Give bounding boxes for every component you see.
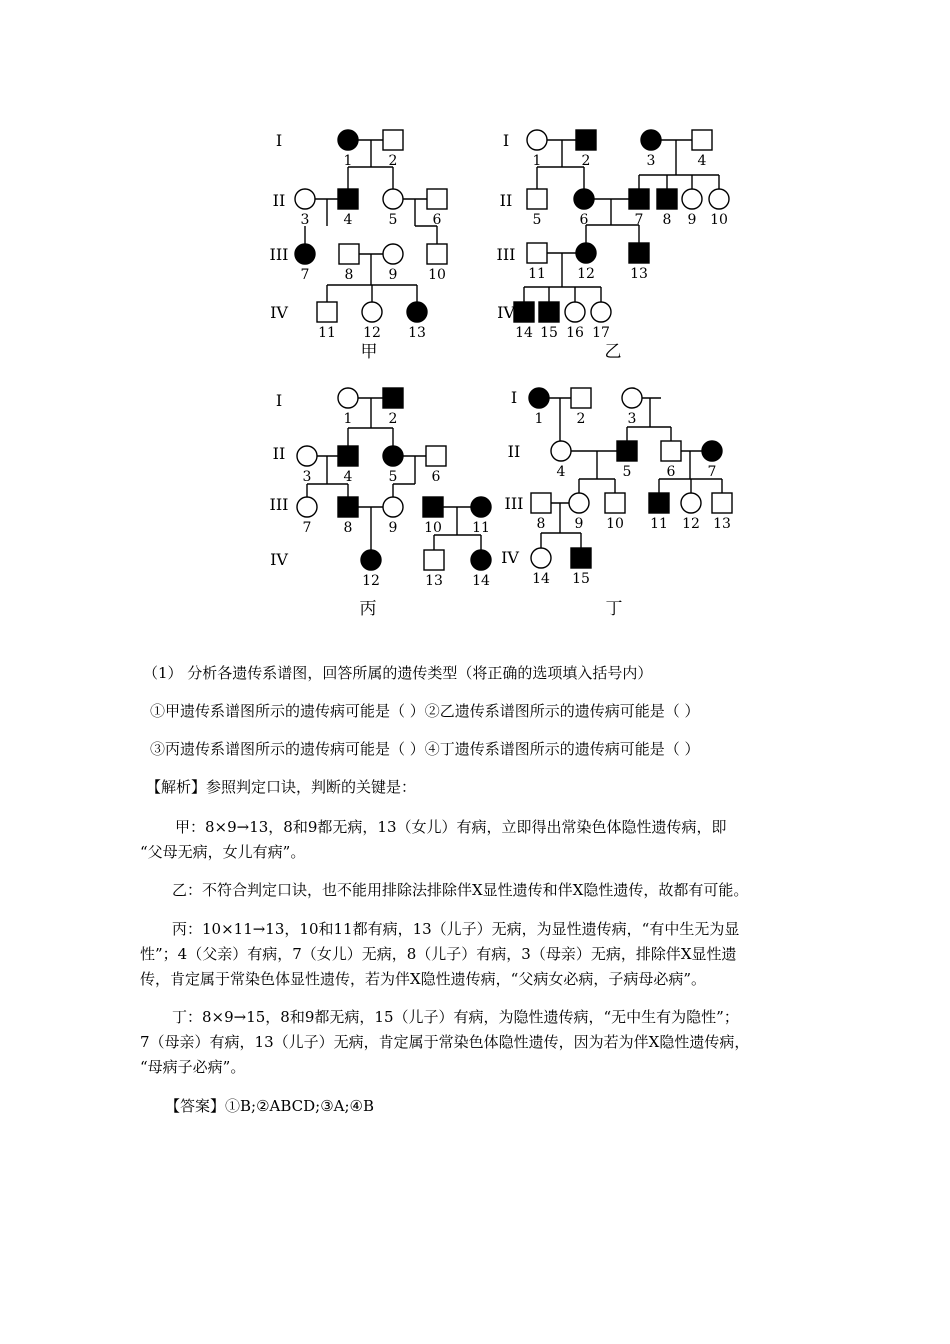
individual-label: 12 — [362, 573, 380, 589]
generation-label: IV — [501, 548, 519, 567]
individual-label: 6 — [432, 212, 442, 228]
generation-label: I — [275, 391, 283, 410]
male-affected-symbol — [514, 302, 534, 322]
generation-label: II — [507, 442, 521, 461]
male-unaffected-symbol — [426, 446, 446, 466]
individual-label: 2 — [581, 153, 591, 169]
analysis-ding-3: “母病子必病”。 — [140, 1058, 246, 1076]
female-affected-symbol — [702, 441, 722, 461]
pedigree-yi — [497, 130, 729, 362]
generation-label: III — [496, 245, 516, 264]
individual-label: 7 — [707, 464, 717, 480]
individual-label: 9 — [687, 212, 697, 228]
generation-label: III — [269, 245, 289, 264]
question-line-2: ③丙遗传系谱图所示的遗传病可能是（ ）④丁遗传系谱图所示的遗传病可能是（ ） — [150, 740, 700, 758]
female-unaffected-symbol — [591, 302, 611, 322]
individual-label: 2 — [388, 153, 398, 169]
male-affected-symbol — [629, 243, 649, 263]
individual-label: 1 — [534, 411, 544, 427]
individual-label: 16 — [566, 325, 584, 341]
individual-label: 8 — [536, 516, 546, 532]
individual-label: 7 — [634, 212, 644, 228]
male-unaffected-symbol — [383, 130, 403, 150]
female-affected-symbol — [338, 130, 358, 150]
generation-label: III — [504, 494, 524, 513]
female-affected-symbol — [383, 446, 403, 466]
generation-label: III — [269, 495, 289, 514]
female-affected-symbol — [576, 243, 596, 263]
male-unaffected-symbol — [692, 130, 712, 150]
individual-label: 1 — [343, 153, 353, 169]
individual-label: 10 — [428, 267, 446, 283]
individual-label: 2 — [388, 411, 398, 427]
male-unaffected-symbol — [605, 493, 625, 513]
male-unaffected-symbol — [527, 243, 547, 263]
pedigree-ding — [501, 388, 732, 619]
individual-label: 13 — [425, 573, 443, 589]
generation-label: II — [499, 191, 513, 210]
individual-label: 12 — [577, 266, 595, 282]
female-affected-symbol — [295, 244, 315, 264]
individual-label: 11 — [650, 516, 668, 532]
individual-label: 17 — [592, 325, 610, 341]
analysis-bing-2: 性”；4（父亲）有病，7（女儿）无病，8（儿子）有病，3（母亲）无病，排除伴X显性遗 — [140, 945, 737, 963]
individual-label: 6 — [666, 464, 676, 480]
female-unaffected-symbol — [569, 493, 589, 513]
answer-line: 【答案】①B;②ABCD;③A;④B — [165, 1097, 375, 1115]
female-unaffected-symbol — [565, 302, 585, 322]
individual-label: 5 — [622, 464, 632, 480]
individual-label: 7 — [300, 267, 310, 283]
analysis-jia-1: 甲：8×9→13，8和9都无病，13（女儿）有病，立即得出常染色体隐性遗传病，即 — [175, 818, 727, 836]
male-affected-symbol — [338, 189, 358, 209]
individual-label: 3 — [627, 411, 637, 427]
female-unaffected-symbol — [297, 446, 317, 466]
female-unaffected-symbol — [531, 548, 551, 568]
analysis-bing-1: 丙：10×11→13，10和11都有病，13（儿子）无病，为显性遗传病，“有中生无为显 — [172, 920, 740, 938]
individual-label: 6 — [431, 469, 441, 485]
female-unaffected-symbol — [682, 189, 702, 209]
male-affected-symbol — [338, 497, 358, 517]
male-unaffected-symbol — [527, 189, 547, 209]
individual-label: 3 — [302, 469, 312, 485]
generation-label: I — [510, 388, 518, 407]
individual-label: 9 — [574, 516, 584, 532]
pedigree-caption: 丁 — [605, 599, 623, 619]
pedigree-caption: 丙 — [359, 599, 377, 619]
male-unaffected-symbol — [661, 441, 681, 461]
generation-label: IV — [497, 303, 515, 322]
female-affected-symbol — [361, 550, 381, 570]
male-unaffected-symbol — [427, 189, 447, 209]
male-affected-symbol — [539, 302, 559, 322]
female-unaffected-symbol — [383, 189, 403, 209]
male-affected-symbol — [338, 446, 358, 466]
male-unaffected-symbol — [427, 244, 447, 264]
individual-label: 11 — [472, 520, 490, 536]
female-unaffected-symbol — [681, 493, 701, 513]
generation-label: II — [272, 444, 286, 463]
female-affected-symbol — [529, 388, 549, 408]
pedigree-bing — [270, 388, 491, 619]
pedigree-caption: 乙 — [604, 342, 622, 362]
individual-label: 10 — [606, 516, 624, 532]
analysis-ding-1: 丁：8×9→15，8和9都无病，15（儿子）有病，为隐性遗传病，“无中生有为隐性”； — [172, 1008, 739, 1026]
male-unaffected-symbol — [317, 302, 337, 322]
analysis-yi: 乙：不符合判定口诀，也不能用排除法排除伴X显性遗传和伴X隐性遗传，故都有可能。 — [172, 881, 749, 899]
individual-label: 10 — [424, 520, 442, 536]
individual-label: 3 — [300, 212, 310, 228]
female-unaffected-symbol — [295, 189, 315, 209]
individual-label: 1 — [343, 411, 353, 427]
individual-label: 5 — [532, 212, 542, 228]
individual-label: 12 — [363, 325, 381, 341]
individual-label: 1 — [532, 153, 542, 169]
generation-label: IV — [270, 303, 288, 322]
male-unaffected-symbol — [712, 493, 732, 513]
female-unaffected-symbol — [709, 189, 729, 209]
individual-label: 5 — [388, 469, 398, 485]
analysis-ding-2: 7（母亲）有病，13（儿子）无病，肯定属于常染色体隐性遗传，因为若为伴X隐性遗传病， — [140, 1033, 750, 1051]
male-affected-symbol — [629, 189, 649, 209]
female-affected-symbol — [471, 497, 491, 517]
individual-label: 10 — [710, 212, 728, 228]
pedigree-jia — [270, 130, 447, 362]
male-affected-symbol — [576, 130, 596, 150]
individual-label: 8 — [344, 267, 354, 283]
individual-label: 14 — [532, 571, 550, 587]
individual-label: 9 — [388, 267, 398, 283]
generation-label: I — [275, 131, 283, 150]
individual-label: 6 — [579, 212, 589, 228]
pedigree-caption: 甲 — [360, 342, 378, 362]
male-unaffected-symbol — [571, 388, 591, 408]
male-affected-symbol — [383, 388, 403, 408]
individual-label: 7 — [302, 520, 312, 536]
generation-label: IV — [270, 550, 288, 569]
question-intro: （1） 分析各遗传系谱图，回答所属的遗传类型（将正确的选项填入括号内） — [143, 664, 653, 682]
individual-label: 9 — [388, 520, 398, 536]
generation-label: I — [502, 131, 510, 150]
female-unaffected-symbol — [338, 388, 358, 408]
female-unaffected-symbol — [527, 130, 547, 150]
analysis-bing-3: 传，肯定属于常染色体显性遗传，若为伴X隐性遗传病，“父病女必病，子病母必病”。 — [140, 970, 707, 988]
female-unaffected-symbol — [622, 388, 642, 408]
female-unaffected-symbol — [551, 441, 571, 461]
generation-label: II — [272, 191, 286, 210]
individual-label: 14 — [472, 573, 490, 589]
female-affected-symbol — [641, 130, 661, 150]
individual-label: 3 — [646, 153, 656, 169]
individual-label: 2 — [576, 411, 586, 427]
female-affected-symbol — [407, 302, 427, 322]
individual-label: 4 — [343, 469, 353, 485]
individual-label: 11 — [528, 266, 546, 282]
male-affected-symbol — [571, 548, 591, 568]
male-affected-symbol — [423, 497, 443, 517]
individual-label: 13 — [713, 516, 731, 532]
female-unaffected-symbol — [383, 497, 403, 517]
female-unaffected-symbol — [383, 244, 403, 264]
individual-label: 4 — [697, 153, 707, 169]
female-affected-symbol — [574, 189, 594, 209]
question-line-1: ①甲遗传系谱图所示的遗传病可能是（ ）②乙遗传系谱图所示的遗传病可能是（ ） — [150, 702, 700, 720]
male-unaffected-symbol — [531, 493, 551, 513]
male-affected-symbol — [617, 441, 637, 461]
female-unaffected-symbol — [297, 497, 317, 517]
female-affected-symbol — [471, 550, 491, 570]
female-unaffected-symbol — [362, 302, 382, 322]
male-unaffected-symbol — [424, 550, 444, 570]
individual-label: 4 — [556, 464, 566, 480]
analysis-heading: 【解析】参照判定口诀，判断的关键是： — [146, 778, 417, 796]
individual-label: 4 — [343, 212, 353, 228]
individual-label: 14 — [515, 325, 533, 341]
individual-label: 11 — [318, 325, 336, 341]
individual-label: 13 — [630, 266, 648, 282]
individual-label: 12 — [682, 516, 700, 532]
male-unaffected-symbol — [339, 244, 359, 264]
individual-label: 5 — [388, 212, 398, 228]
individual-label: 13 — [408, 325, 426, 341]
individual-label: 8 — [662, 212, 672, 228]
analysis-jia-2: “父母无病，女儿有病”。 — [140, 843, 306, 861]
individual-label: 15 — [540, 325, 558, 341]
male-affected-symbol — [649, 493, 669, 513]
pedigree-figure — [0, 0, 950, 640]
individual-label: 15 — [572, 571, 590, 587]
individual-label: 8 — [343, 520, 353, 536]
male-affected-symbol — [657, 189, 677, 209]
